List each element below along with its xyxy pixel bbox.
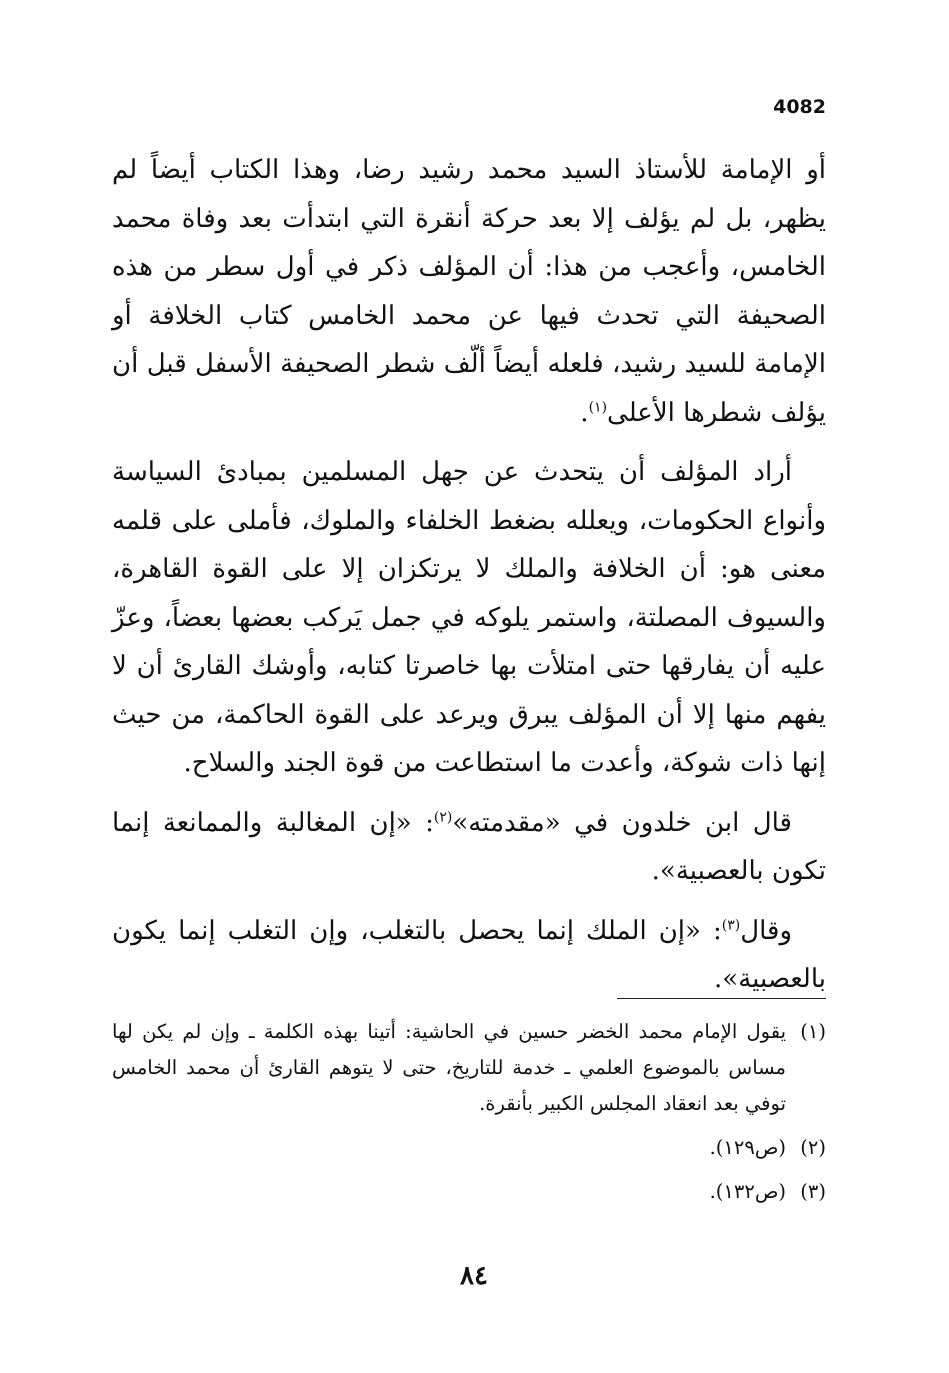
paragraph-4 bbox=[112, 907, 826, 1004]
paragraph-3 bbox=[112, 799, 826, 896]
paragraph-1-text: أو الإمامة للأستاذ السيد محمد رشيد رضا، وهذا الكتاب أيضاً لم يظهر، بل لم يؤلف إلا بعد حركة أنقرة التي ابتدأت بعد وفاة محمد الخامس، وأعجب من هذا: أن المؤلف ذكر في أول سطر من هذه الصحيفة التي تحدث فيها عن محمد الخامس كتاب الخلافة أو الإمامة للسيد رشيد، فلعله أيضاً ألّف شطر الصحيفة الأسفل قبل أن يؤلف شطرها الأعلى bbox=[112, 155, 826, 428]
paragraph-3-text: قال ابن خلدون في «مقدمته» bbox=[452, 807, 792, 838]
footnote-1-number: (١) bbox=[800, 1020, 826, 1043]
footnote-3 bbox=[112, 1174, 826, 1210]
paragraph-4-tail: : «إن الملك إنما يحصل بالتغلب، وإن التغلب إنما يكون بالعصبية». bbox=[112, 915, 826, 994]
paragraph-2-text: أراد المؤلف أن يتحدث عن جهل المسلمين بمبادئ السياسة وأنواع الحكومات، ويعلله بضغط الخلفاء والملوك، فأملى على قلمه معنى هو: أن الخلافة والملك لا يرتكزان إلا على القوة القاهرة، والسيوف المصلتة، واستمر يلوكه في جمل يَركب بعضها بعضاً، وعزّ عليه أن يفارقها حتى امتلأت بها خاصرتا كتابه، وأوشك القارئ أن لا يفهم منها إلا أن المؤلف يبرق ويرعد على القوة الحاكمة، من حيث إنها ذات شوكة، وأعدت ما استطاعت من قوة الجند والسلاح. bbox=[112, 457, 826, 778]
page-number: ٨٤ bbox=[460, 1261, 488, 1291]
footnote-ref-1[interactable]: (١) bbox=[588, 398, 608, 415]
paragraph-1-tail: . bbox=[580, 397, 589, 428]
footnote-1-text: يقول الإمام محمد الخضر حسين في الحاشية: أتينا بهذه الكلمة ـ وإن لم يكن لها مساس بالموضوع العلمي ـ خدمة للتاريخ، حتى لا يتوهم القارئ أن محمد الخامس توفي بعد انعقاد المجلس الكبير بأنقرة. bbox=[112, 1020, 786, 1115]
footnote-1 bbox=[112, 1014, 826, 1122]
paragraph-3-tail: : «إن المغالبة والممانعة إنما تكون بالعصبية». bbox=[112, 807, 826, 886]
footnote-3-text: (ص١٣٢). bbox=[709, 1180, 786, 1203]
page-code: 4082 bbox=[773, 96, 826, 118]
footnote-3-number: (٣) bbox=[800, 1180, 826, 1203]
paragraph-2 bbox=[112, 448, 826, 788]
footnotes bbox=[112, 1014, 826, 1218]
footnote-separator bbox=[617, 998, 826, 999]
paragraph-1 bbox=[112, 146, 826, 437]
footnote-2 bbox=[112, 1130, 826, 1166]
footnote-ref-2[interactable]: (٢) bbox=[433, 808, 453, 825]
footnote-ref-3[interactable]: (٣) bbox=[721, 916, 741, 933]
paragraph-4-text: وقال bbox=[740, 915, 792, 946]
footnote-2-number: (٢) bbox=[800, 1136, 826, 1159]
footnote-2-text: (ص١٢٩). bbox=[709, 1136, 786, 1159]
body-text bbox=[112, 146, 826, 1015]
